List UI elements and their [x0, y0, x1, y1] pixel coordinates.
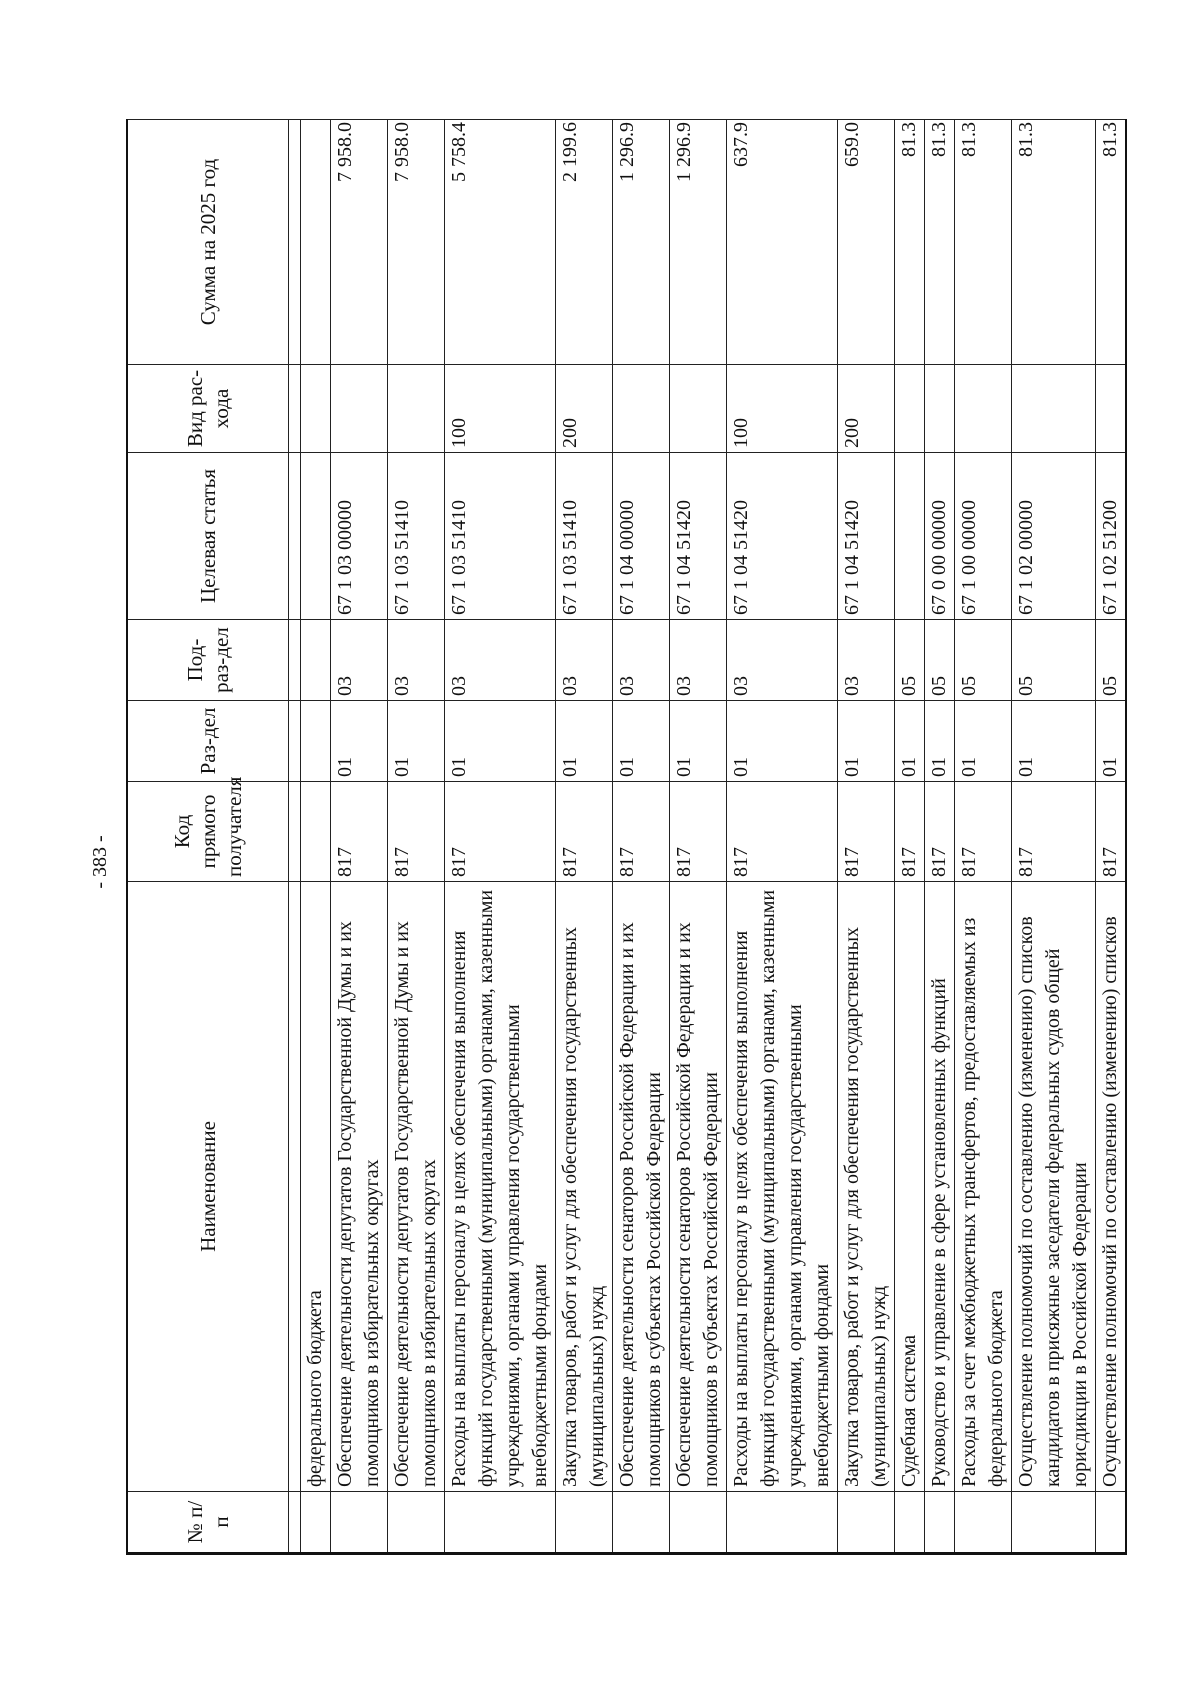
budget-table: [126, 119, 1127, 1555]
cell-name: Обеспечение деятельности депутатов Государственной Думы и их помощников в избирательных округах: [388, 882, 445, 1492]
cell-sum: 1 296.9: [670, 120, 727, 365]
cell-subsection: 03: [556, 620, 613, 701]
cell-target: 67 1 04 51420: [838, 453, 895, 620]
cell-sum: 7 958.0: [388, 120, 445, 365]
cell-code: [301, 782, 331, 882]
cell-sum: 7 958.0: [331, 120, 388, 365]
cell-num: [838, 1492, 895, 1554]
cell-target: 67 1 03 51410: [556, 453, 613, 620]
cell-name: Обеспечение деятельности сенаторов Российской Федерации и их помощников в субъектах Российской Федерации: [613, 882, 670, 1492]
cell-type: [388, 365, 445, 453]
cell-name: Расходы на выплаты персоналу в целях обеспечения выполнения функций государственными (муниципальными) органами, казенными учреждениями, органами управления государственными внебюджетными фондами: [445, 882, 556, 1492]
cell-subsection: 05: [925, 620, 955, 701]
cell-section: 01: [895, 701, 925, 782]
cell-code: 817: [955, 782, 1012, 882]
cell-sum: 2 199.6: [556, 120, 613, 365]
cell-subsection: 03: [838, 620, 895, 701]
cell-name: Обеспечение деятельности депутатов Государственной Думы и их помощников в избирательных округах: [331, 882, 388, 1492]
cell-name: Расходы на выплаты персоналу в целях обеспечения выполнения функций государственными (муниципальными) органами, казенными учреждениями, органами управления государственными внебюджетными фондами: [727, 882, 838, 1492]
cell-num: [445, 1492, 556, 1554]
cell-code: 817: [670, 782, 727, 882]
header-type: Вид рас-хода: [127, 365, 289, 453]
cell-section: 01: [925, 701, 955, 782]
table-row: [331, 120, 388, 1554]
cell-target: 67 0 00 00000: [925, 453, 955, 620]
cell-sum: 81.3: [1096, 120, 1127, 365]
cell-name: Закупка товаров, работ и услуг для обеспечения государственных (муниципальных) нужд: [838, 882, 895, 1492]
table-row: [613, 120, 670, 1554]
table-row: [925, 120, 955, 1554]
cell-subsection: 03: [670, 620, 727, 701]
header-code: Код прямого получателя: [127, 782, 289, 882]
spacer-row: [289, 120, 301, 1554]
cell-code: 817: [925, 782, 955, 882]
cell-sum: 81.3: [925, 120, 955, 365]
cell-subsection: 03: [727, 620, 838, 701]
cell-code: 817: [1096, 782, 1127, 882]
cell-target: 67 1 03 51410: [388, 453, 445, 620]
table-row: [301, 120, 331, 1554]
cell-sum: 81.3: [1012, 120, 1096, 365]
cell-type: [1012, 365, 1096, 453]
header-target: Целевая статья: [127, 453, 289, 620]
cell-sum: [301, 120, 331, 365]
cell-type: [670, 365, 727, 453]
header-sum: Сумма на 2025 год: [127, 120, 289, 365]
cell-type: 100: [727, 365, 838, 453]
cell-sum: 81.3: [955, 120, 1012, 365]
cell-name: Осуществление полномочий по составлению (изменению) списков кандидатов в присяжные заседатели федеральных судов общей юрисдикции в Российской Федерации: [1012, 882, 1096, 1492]
cell-code: 817: [1012, 782, 1096, 882]
cell-type: 200: [838, 365, 895, 453]
budget-table-rotated: [126, 121, 1121, 1555]
header-name: Наименование: [127, 882, 289, 1492]
cell-type: [301, 365, 331, 453]
cell-subsection: 03: [388, 620, 445, 701]
cell-name: Обеспечение деятельности сенаторов Российской Федерации и их помощников в субъектах Российской Федерации: [670, 882, 727, 1492]
cell-name: федерального бюджета: [301, 882, 331, 1492]
cell-type: [925, 365, 955, 453]
cell-code: 817: [445, 782, 556, 882]
cell-code: 817: [331, 782, 388, 882]
cell-num: [331, 1492, 388, 1554]
cell-type: [895, 365, 925, 453]
cell-section: 01: [955, 701, 1012, 782]
cell-section: 01: [1012, 701, 1096, 782]
cell-num: [301, 1492, 331, 1554]
cell-target: 67 1 02 51200: [1096, 453, 1127, 620]
cell-sum: 659.0: [838, 120, 895, 365]
cell-name: Судебная система: [895, 882, 925, 1492]
cell-num: [670, 1492, 727, 1554]
cell-name: Осуществление полномочий по составлению (изменению) списков: [1096, 882, 1127, 1492]
table-row: [955, 120, 1012, 1554]
cell-target: 67 1 03 51410: [445, 453, 556, 620]
cell-subsection: 03: [613, 620, 670, 701]
cell-subsection: 03: [445, 620, 556, 701]
cell-code: 817: [613, 782, 670, 882]
cell-target: 67 1 04 51420: [727, 453, 838, 620]
cell-type: [613, 365, 670, 453]
cell-section: 01: [838, 701, 895, 782]
cell-type: [331, 365, 388, 453]
cell-code: 817: [388, 782, 445, 882]
header-section: Раз-дел: [127, 701, 289, 782]
cell-name: Руководство и управление в сфере установленных функций: [925, 882, 955, 1492]
cell-num: [895, 1492, 925, 1554]
header-row: [127, 120, 289, 1554]
cell-num: [1012, 1492, 1096, 1554]
cell-subsection: 05: [1012, 620, 1096, 701]
cell-code: 817: [727, 782, 838, 882]
cell-section: 01: [1096, 701, 1127, 782]
table-row: [388, 120, 445, 1554]
table-row: [838, 120, 895, 1554]
cell-subsection: 05: [955, 620, 1012, 701]
cell-target: 67 1 04 00000: [613, 453, 670, 620]
cell-section: 01: [613, 701, 670, 782]
cell-target: [895, 453, 925, 620]
cell-subsection: 05: [895, 620, 925, 701]
cell-subsection: [301, 620, 331, 701]
cell-subsection: 03: [331, 620, 388, 701]
table-row: [727, 120, 838, 1554]
cell-num: [388, 1492, 445, 1554]
cell-sum: 5 758.4: [445, 120, 556, 365]
cell-code: 817: [895, 782, 925, 882]
table-row: [895, 120, 925, 1554]
cell-sum: 81.3: [895, 120, 925, 365]
table-row: [1012, 120, 1096, 1554]
cell-type: 100: [445, 365, 556, 453]
cell-num: [955, 1492, 1012, 1554]
cell-section: 01: [670, 701, 727, 782]
cell-num: [556, 1492, 613, 1554]
cell-section: 01: [727, 701, 838, 782]
cell-section: 01: [388, 701, 445, 782]
table-row: [1096, 120, 1127, 1554]
cell-section: 01: [445, 701, 556, 782]
cell-type: [1096, 365, 1127, 453]
table-row: [556, 120, 613, 1554]
cell-code: 817: [838, 782, 895, 882]
cell-code: 817: [556, 782, 613, 882]
header-num: № п/п: [127, 1492, 289, 1554]
page-number: - 383 -: [88, 835, 111, 889]
cell-name: Закупка товаров, работ и услуг для обеспечения государственных (муниципальных) нужд: [556, 882, 613, 1492]
cell-sum: 637.9: [727, 120, 838, 365]
table-row: [445, 120, 556, 1554]
cell-subsection: 05: [1096, 620, 1127, 701]
cell-num: [727, 1492, 838, 1554]
cell-target: [301, 453, 331, 620]
table-row: [670, 120, 727, 1554]
cell-target: 67 1 02 00000: [1012, 453, 1096, 620]
cell-target: 67 1 04 51420: [670, 453, 727, 620]
cell-section: 01: [331, 701, 388, 782]
cell-sum: 1 296.9: [613, 120, 670, 365]
cell-name: Расходы за счет межбюджетных трансфертов, предоставляемых из федерального бюджета: [955, 882, 1012, 1492]
cell-target: 67 1 00 00000: [955, 453, 1012, 620]
header-subsection: Под-раз-дел: [127, 620, 289, 701]
cell-section: 01: [556, 701, 613, 782]
cell-target: 67 1 03 00000: [331, 453, 388, 620]
cell-num: [613, 1492, 670, 1554]
cell-type: 200: [556, 365, 613, 453]
cell-type: [955, 365, 1012, 453]
cell-section: [301, 701, 331, 782]
cell-num: [925, 1492, 955, 1554]
cell-num: [1096, 1492, 1127, 1554]
